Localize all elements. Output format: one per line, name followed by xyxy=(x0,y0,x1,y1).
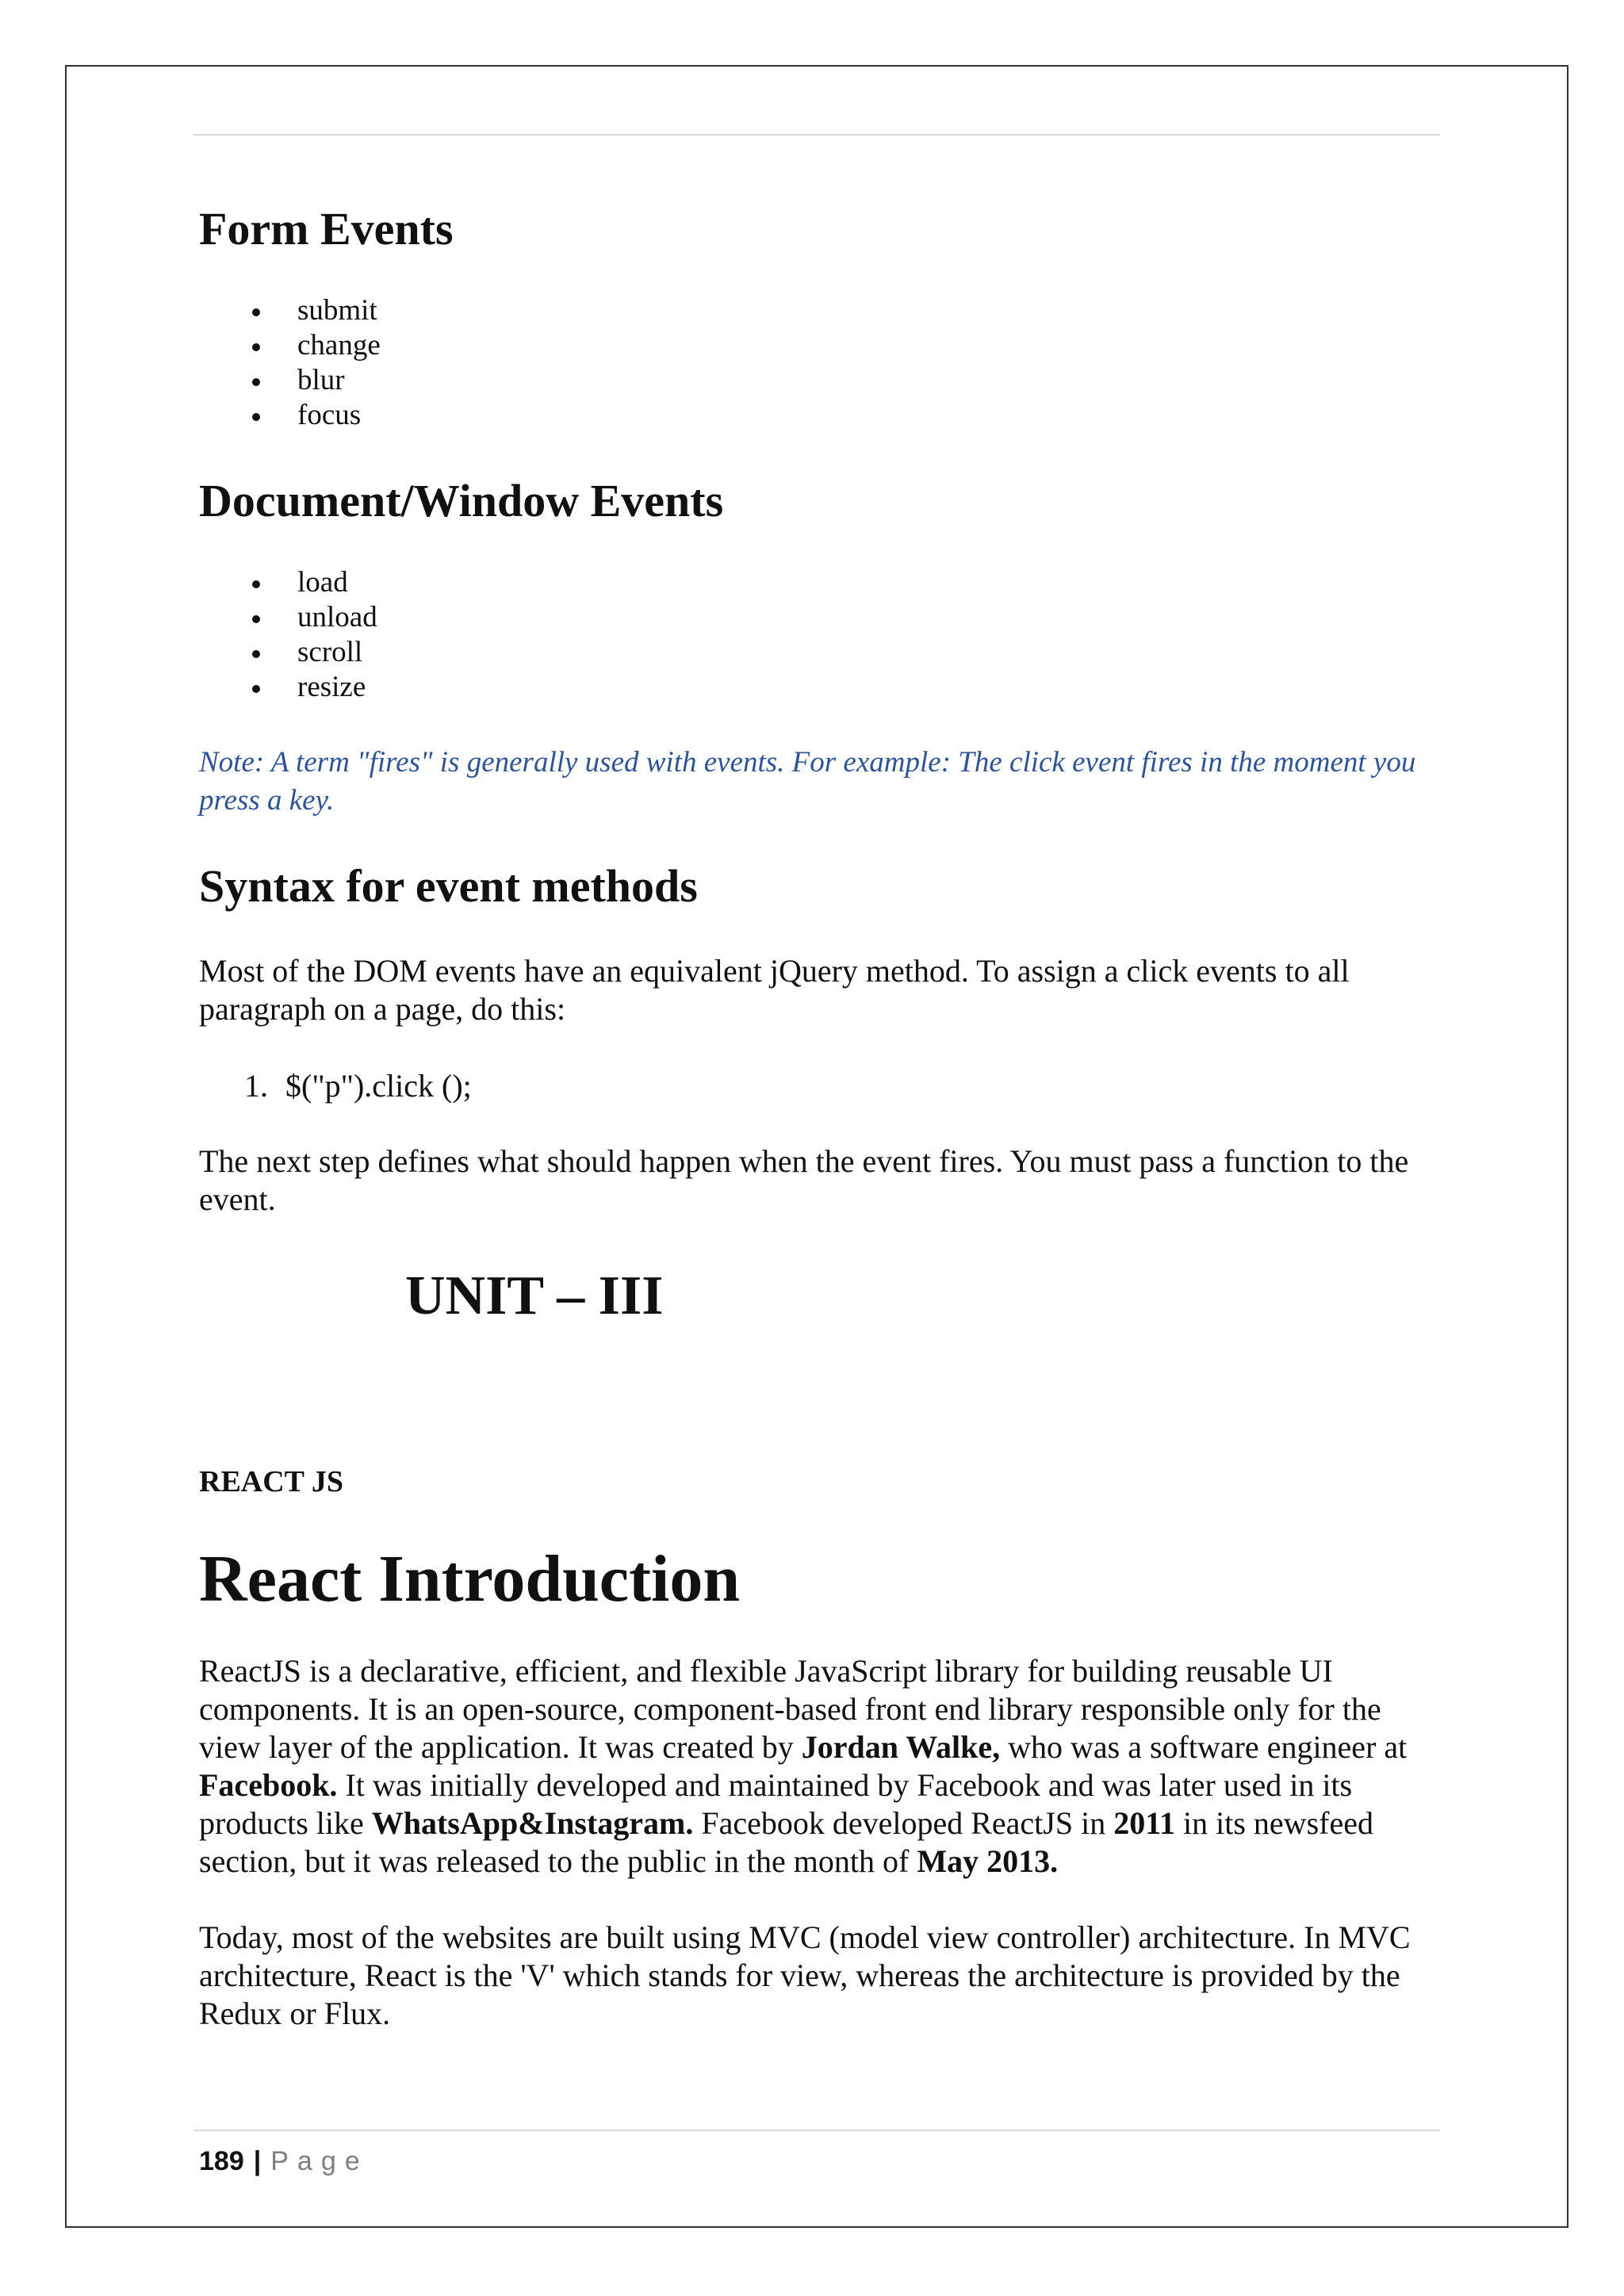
form-events-heading: Form Events xyxy=(199,203,454,254)
list-item: scroll xyxy=(199,635,377,670)
list-item: resize xyxy=(199,670,377,705)
react-introduction-heading: React Introduction xyxy=(199,1542,741,1616)
footer-rule xyxy=(193,2130,1440,2131)
syntax-heading: Syntax for event methods xyxy=(199,860,698,912)
year-developed: 2011 xyxy=(1113,1805,1176,1841)
text-run: in its newsfeed section, but it was released to the public in the month of xyxy=(199,1805,1373,1879)
list-item: blur xyxy=(199,363,381,398)
text-run: ReactJS is a declarative, efficient, and flexible JavaScript library for building reusable UI components. It is an open-source, component-based front end library responsible only for the view layer of the application. It was created by xyxy=(199,1653,1381,1765)
page-word: Page xyxy=(270,2146,369,2176)
event-function-paragraph: The next step defines what should happen when the event fires. You must pass a function to the event. xyxy=(199,1143,1409,1217)
products-name: WhatsApp&Instagram. xyxy=(371,1805,694,1841)
list-item: unload xyxy=(199,600,377,635)
page-footer xyxy=(199,2145,369,2177)
list-item: focus xyxy=(199,398,381,433)
document-window-events-list xyxy=(199,565,377,705)
react-intro-paragraph xyxy=(199,1652,1440,1881)
list-item: load xyxy=(199,565,377,600)
text-run: Facebook developed ReactJS in xyxy=(693,1805,1114,1841)
mvc-paragraph: Today, most of the websites are built using MVC (model view controller) architecture. In MVC architecture, React is the 'V' which stands for view, whereas the architecture is provided by the Redux or Flux. xyxy=(199,1919,1411,2031)
page-number: 189 xyxy=(199,2146,244,2176)
list-number: 1. xyxy=(244,1068,268,1104)
list-item: change xyxy=(199,328,381,363)
code-snippet: $("p").click (); xyxy=(285,1068,472,1104)
footer-separator: | xyxy=(253,2146,262,2176)
note-text: Note: A term "fires" is generally used with events. For example: The click event fires in the moment you press a key. xyxy=(199,746,1416,817)
react-js-label: REACT JS xyxy=(199,1465,343,1498)
company-name: Facebook. xyxy=(199,1767,338,1803)
creator-name: Jordan Walke, xyxy=(801,1729,1001,1765)
syntax-paragraph: Most of the DOM events have an equivalent jQuery method. To assign a click events to all paragraph on a page, do this: xyxy=(199,953,1350,1027)
code-list-item xyxy=(244,1067,472,1105)
header-rule xyxy=(193,134,1440,136)
text-run: who was a software engineer at xyxy=(1000,1729,1408,1765)
list-item: submit xyxy=(199,293,381,328)
document-window-events-heading: Document/Window Events xyxy=(199,475,724,526)
unit-title: UNIT – III xyxy=(405,1265,664,1326)
text-run: It was initially developed and maintained by Facebook and was later used in its products like xyxy=(199,1767,1353,1841)
release-date: May 2013. xyxy=(917,1843,1059,1879)
form-events-list xyxy=(199,293,381,433)
